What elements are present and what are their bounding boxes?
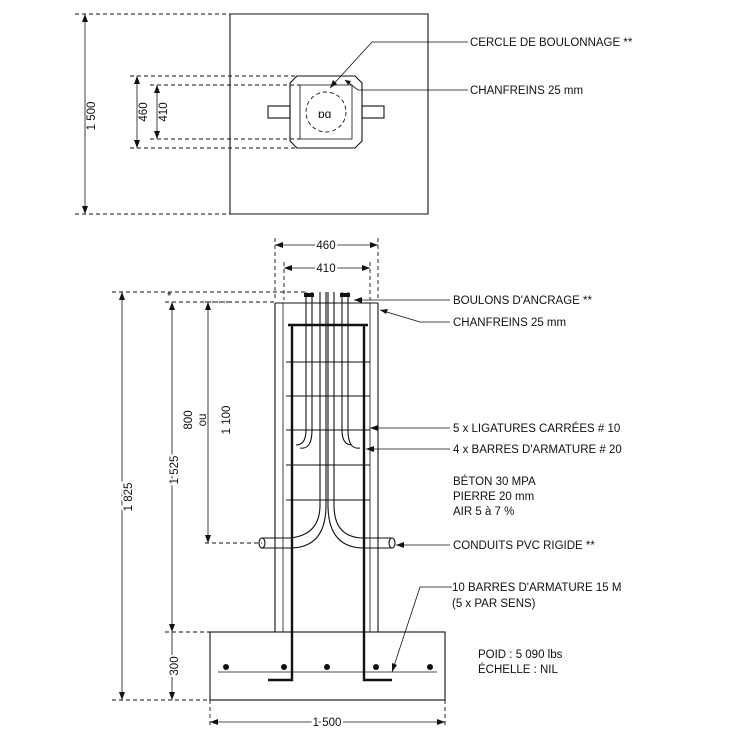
elev-bolt-length-a: 800 [183,410,195,430]
plan-conduit-left [268,106,290,118]
label-footing-bars-1: 10 BARRES D'ARMATURE 15 M [452,582,622,594]
label-bolt-circle: CERCLE DE BOULONNAGE ** [470,37,633,49]
spec-air: AIR 5 à 7 % [453,506,515,518]
label-bars: 4 x BARRES D'ARMATURE # 20 [453,444,622,456]
label-conduits: CONDUITS PVC RIGIDE ** [453,540,595,552]
elev-asterisk: * [167,291,172,303]
elev-rebar-left [268,325,292,680]
plan-view [75,14,633,214]
plan-center-mark: ɒɑ [318,107,332,121]
plan-inner-dim: 410 [158,102,170,122]
elevation-view [112,238,622,729]
elev-pier-height-dim: 1 525 [169,455,181,485]
label-plan-chamfer: CHANFREINS 25 mm [470,85,584,97]
label-ties: 5 x LIGATURES CARRÉES # 10 [453,423,621,435]
elev-anchor-bolt-left [296,292,306,445]
elev-total-height-dim: 1 825 [123,482,135,512]
spec-stone: PIERRE 20 mm [453,491,535,503]
elev-bolt-length-or: ou [197,413,209,427]
label-footing-bars-2: (5 x PAR SENS) [452,598,536,610]
label-weight: POID : 5 090 lbs [478,649,563,661]
spec-concrete: BÉTON 30 MPA [453,476,536,488]
plan-conduit-right [362,106,384,118]
leader-footing-bars [392,587,452,672]
label-anchor-bolts: BOULONS D'ANCRAGE ** [453,295,592,307]
elev-conduit-right [328,292,392,548]
elev-footing-height-dim: 300 [169,656,181,676]
plan-outer-dim: 460 [138,102,150,122]
label-scale: ÉCHELLE : NIL [478,664,558,676]
plan-width-dim: 1 500 [86,101,98,131]
elev-top-inner-dim: 410 [316,263,336,275]
label-elev-chamfer: CHANFREINS 25 mm [453,317,567,329]
elev-anchor-bolt-right [342,292,352,445]
elev-footing-width-dim: 1 500 [312,717,342,729]
elev-bolt-length-b: 1 100 [221,405,233,435]
leader-plan-chamfer [345,80,468,90]
leader-elev-chamfer [380,310,450,322]
elev-top-outer-dim: 460 [316,240,336,252]
